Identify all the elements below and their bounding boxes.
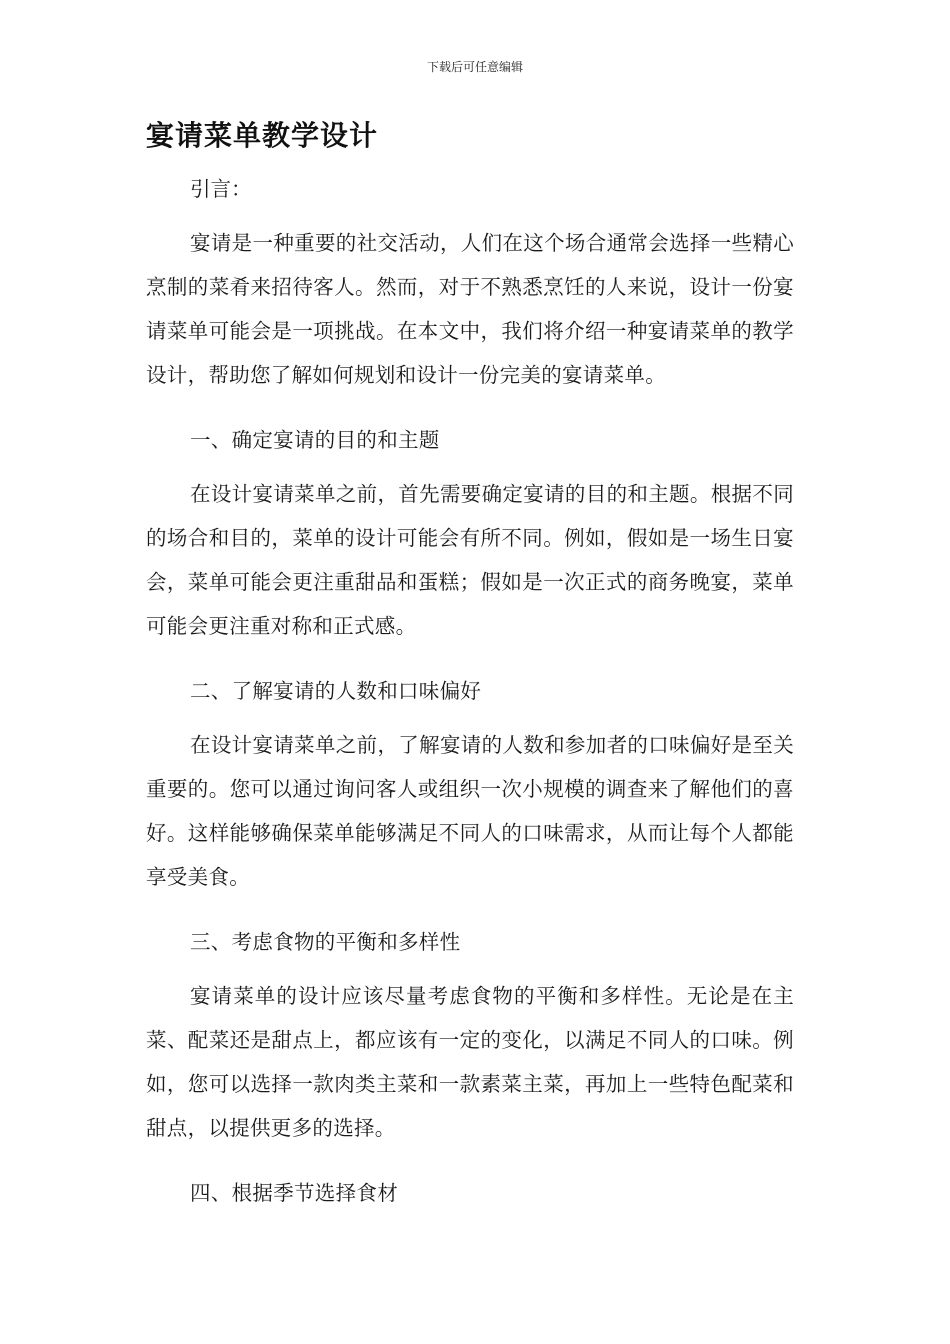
section-paragraph-2: 在设计宴请菜单之前，了解宴请的人数和参加者的口味偏好是至关重要的。您可以通过询问客人或组织一次小规模的调查来了解他们的喜好。这样能够确保菜单能够满足不同人的口味需求，从而让每个人都能享受美食。 (146, 733, 794, 889)
section-heading-1: 一、确定宴请的目的和主题 (190, 428, 440, 452)
section-heading-4: 四、根据季节选择食材 (190, 1181, 398, 1205)
header-note: 下载后可任意编辑 (426, 60, 523, 74)
section-heading-2: 二、了解宴请的人数和口味偏好 (190, 679, 482, 703)
section-paragraph-3: 宴请菜单的设计应该尽量考虑食物的平衡和多样性。无论是在主菜、配菜还是甜点上，都应该有一定的变化，以满足不同人的口味。例如，您可以选择一款肉类主菜和一款素菜主菜，再加上一些特色配菜和甜点，以提供更多的选择。 (146, 984, 794, 1140)
section-paragraph-1: 在设计宴请菜单之前，首先需要确定宴请的目的和主题。根据不同的场合和目的，菜单的设计可能会有所不同。例如，假如是一场生日宴会，菜单可能会更注重甜品和蛋糕；假如是一次正式的商务晚宴，菜单可能会更注重对称和正式感。 (146, 482, 794, 638)
document-title: 宴请菜单教学设计 (146, 119, 379, 152)
intro-paragraph: 宴请是一种重要的社交活动，人们在这个场合通常会选择一些精心烹制的菜肴来招待客人。然而，对于不熟悉烹饪的人来说，设计一份宴请菜单可能会是一项挑战。在本文中，我们将介绍一种宴请菜单的教学设计，帮助您了解如何规划和设计一份完美的宴请菜单。 (146, 231, 794, 387)
section-heading-3: 三、考虑食物的平衡和多样性 (190, 930, 461, 954)
document-body (146, 167, 794, 1225)
intro-label: 引言： (190, 177, 252, 201)
